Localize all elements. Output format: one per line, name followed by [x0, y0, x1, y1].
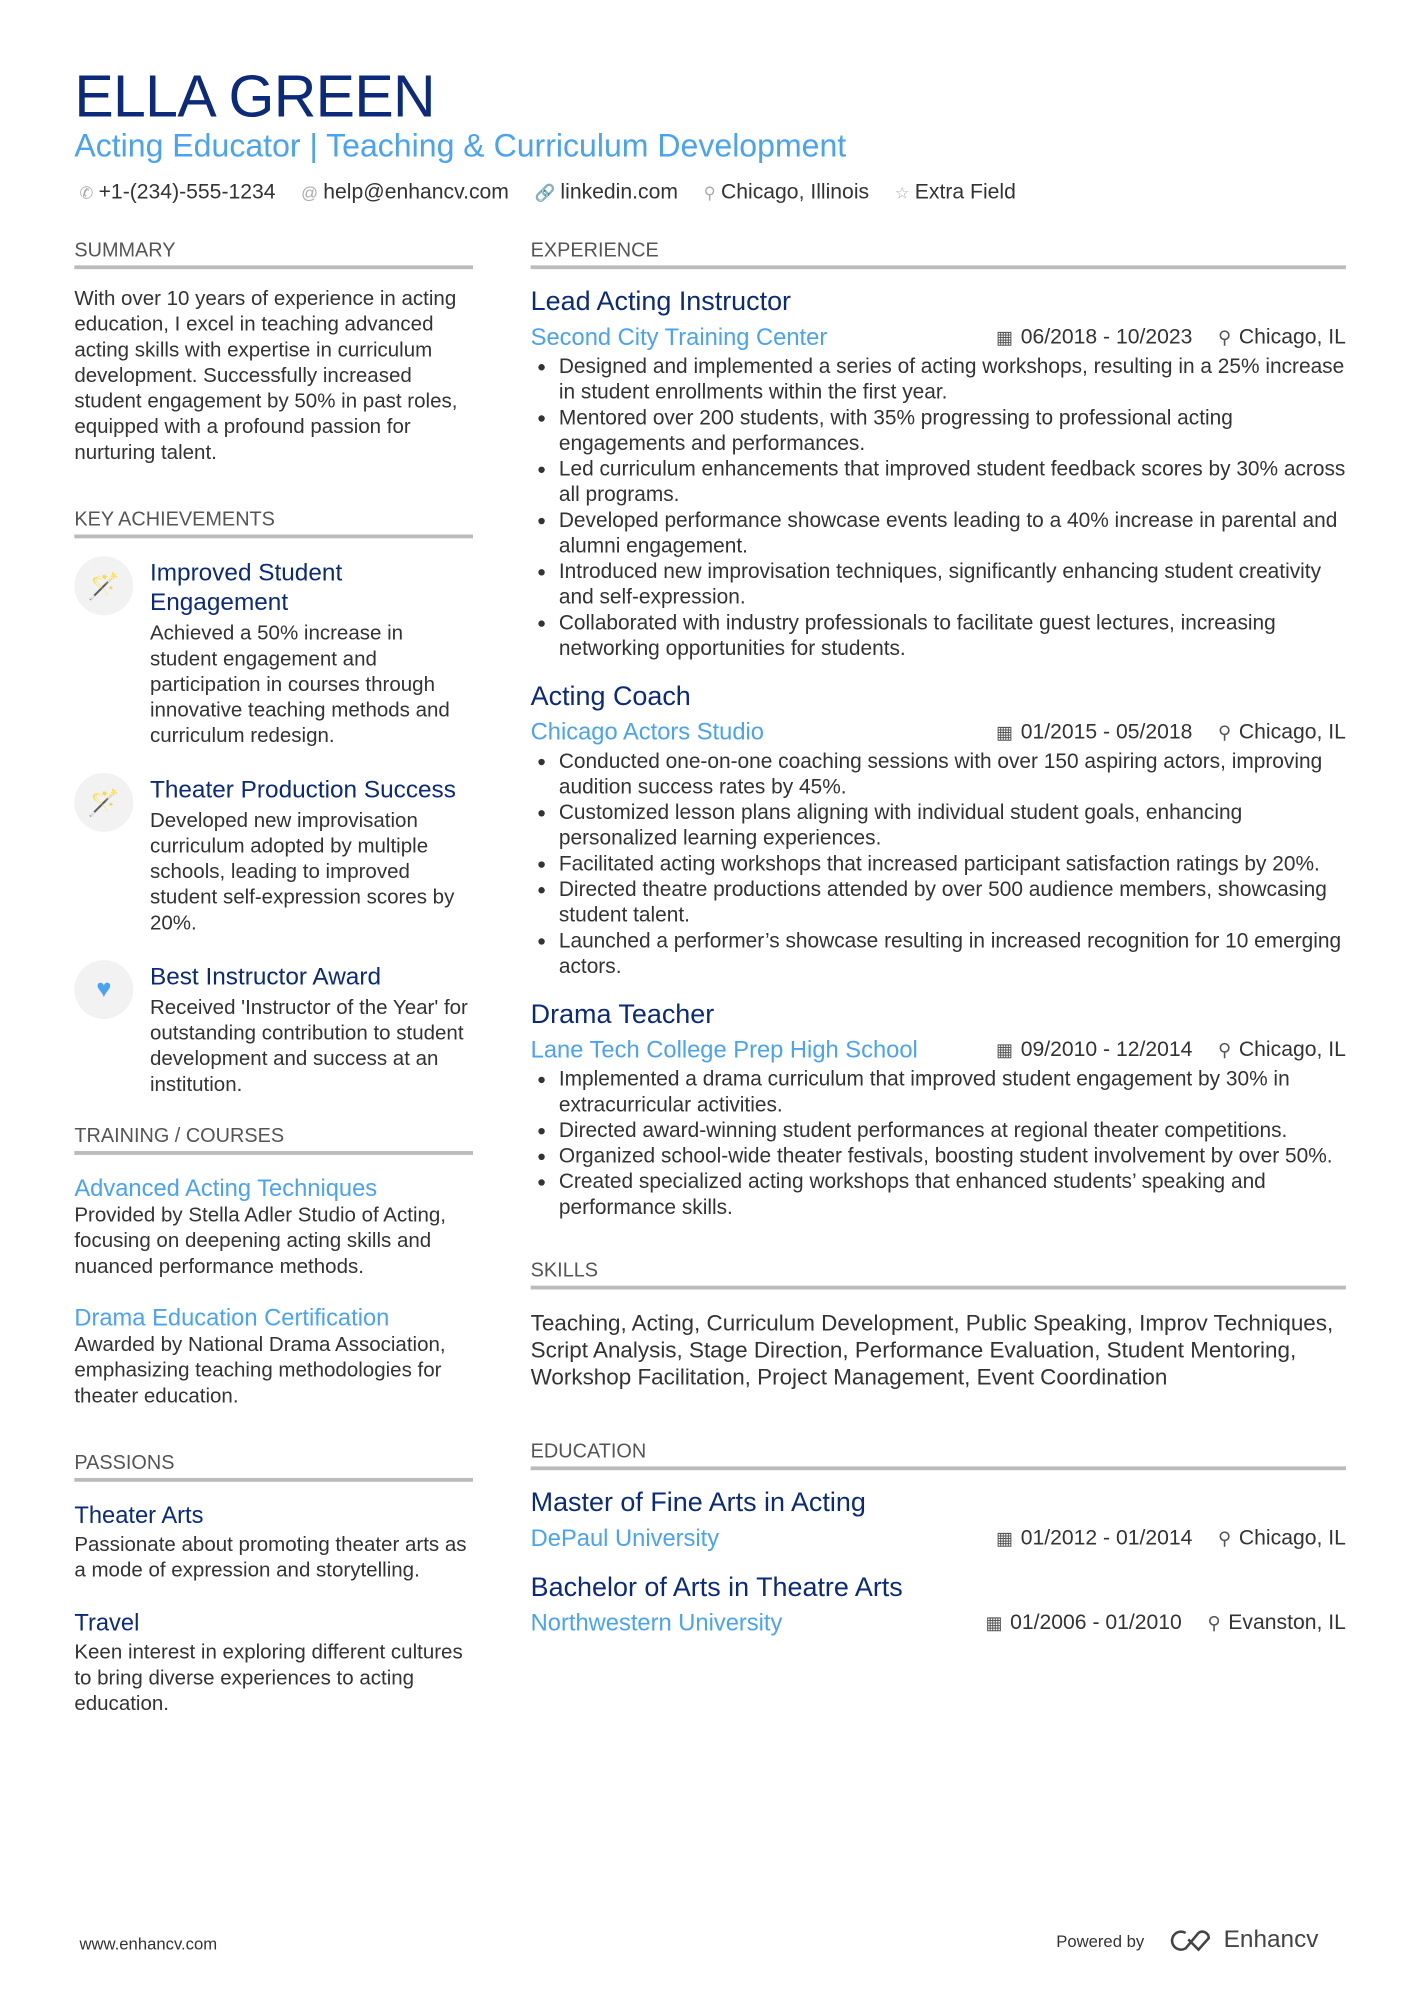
job-entry [531, 285, 1346, 662]
edu-meta-row [531, 1606, 1346, 1639]
contact-item[interactable] [704, 179, 869, 206]
training-title: Drama Education Certification [74, 1303, 390, 1331]
training-heading: TRAINING / COURSES [74, 1124, 473, 1155]
location-pin-icon: ⚲ [1218, 326, 1232, 348]
school-name[interactable]: DePaul University [530, 1524, 720, 1551]
magic-wand-icon: 🪄 [74, 556, 133, 615]
passion-title: Travel [74, 1608, 140, 1636]
contact-bar [79, 179, 1015, 206]
location [1207, 1606, 1345, 1639]
edu-meta-row [531, 1521, 1346, 1554]
achievement-text: Achieved a 50% increase in student engagement and participation in courses through innovative teaching methods and curriculum redesign. [149, 622, 450, 748]
location [1218, 320, 1346, 353]
date-text: 01/2006 - 01/2010 [1010, 1611, 1182, 1635]
contact-text[interactable]: Chicago, Illinois [720, 180, 870, 204]
education-heading: EDUCATION [531, 1439, 1346, 1470]
passion-item [74, 1607, 473, 1717]
calendar-icon: ▦ [996, 721, 1014, 743]
location-icon: ⚲ [703, 183, 716, 203]
summary-text: With over 10 years of experience in acting education, I excel in teaching advanced acting skills with expertise in curriculum development. Successfully increased student engagement by 50% in past roles, equipped with a profound passion for nurturing talent. [74, 288, 458, 465]
passion-text: Passionate about promoting theater arts as a mode of expression and storytelling. [74, 1534, 467, 1582]
bullet: • Conducted one-on-one coaching sessions with over 150 aspiring actors, improving audition success rates by 45%. [559, 749, 1346, 800]
achievement-body [150, 775, 473, 937]
bullet: • Collaborated with industry professionals to facilitate guest lectures, increasing networking opportunities for students. [559, 610, 1346, 661]
link-icon: 🔗 [534, 183, 556, 203]
job-title: Acting Coach [530, 681, 691, 712]
bullet: • Led curriculum enhancements that improved student feedback scores by 30% across all programs. [559, 456, 1346, 507]
date-text: 01/2015 - 05/2018 [1020, 720, 1193, 744]
location-text: Chicago, IL [1238, 1526, 1346, 1550]
location-pin-icon: ⚲ [1218, 721, 1232, 743]
achievements-heading: KEY ACHIEVEMENTS [74, 508, 473, 539]
candidate-name: ELLA GREEN [74, 62, 435, 130]
company-name[interactable]: Chicago Actors Studio [530, 717, 764, 745]
meta [996, 1521, 1346, 1554]
bullet: • Launched a performer’s showcase resulting in increased recognition for 10 emerging actors. [559, 928, 1346, 979]
experience-heading: EXPERIENCE [531, 238, 1346, 269]
training-item [74, 1302, 473, 1410]
location-text: Chicago, IL [1238, 325, 1346, 349]
bullet: • Mentored over 200 students, with 35% progressing to professional acting engagements and performances. [559, 405, 1346, 456]
bullet: • Introduced new improvisation techniques, significantly enhancing student creativity and self-expression. [559, 559, 1346, 610]
skills-heading: SKILLS [531, 1259, 1346, 1290]
brand-name: Enhancv [1223, 1926, 1319, 1954]
contact-text[interactable]: linkedin.com [560, 180, 678, 204]
job-meta-row [531, 1033, 1346, 1066]
achievement-item [74, 963, 473, 1099]
meta [985, 1606, 1345, 1639]
passions-list [74, 1500, 473, 1718]
training-item [74, 1173, 473, 1281]
meta [996, 1033, 1346, 1066]
date-range [985, 1606, 1181, 1639]
bullet: • Created specialized acting workshops that enhanced students’ speaking and performance skills. [559, 1169, 1346, 1220]
location [1218, 1521, 1346, 1554]
location-text: Chicago, IL [1238, 720, 1346, 744]
bullet: • Customized lesson plans aligning with individual student goals, enhancing personalized learning experiences. [559, 800, 1346, 851]
job-entry [531, 679, 1346, 979]
job-title: Lead Acting Instructor [530, 287, 792, 317]
contact-item[interactable] [895, 179, 1016, 206]
achievement-body [150, 963, 473, 1099]
bullet: • Directed theatre productions attended by over 500 audience members, showcasing student talent. [559, 877, 1346, 928]
date-range [996, 320, 1192, 353]
summary-heading: SUMMARY [74, 238, 473, 269]
location-text: Chicago, IL [1238, 1038, 1346, 1062]
achievement-title: Theater Production Success [149, 776, 456, 804]
meta [996, 715, 1346, 748]
phone-icon: ✆ [79, 183, 94, 203]
experience-list [531, 285, 1346, 1221]
achievement-text: Developed new improvisation curriculum adopted by multiple schools, leading to improved student self-expression scores by 20%. [149, 810, 455, 935]
achievement-text: Received 'Instructor of the Year' for outstanding contribution to student development and success at an institution. [149, 997, 468, 1096]
contact-text[interactable]: +1-(234)-555-1234 [98, 180, 276, 204]
training-list [74, 1173, 473, 1410]
degree: Bachelor of Arts in Theatre Arts [530, 1572, 903, 1603]
contact-text[interactable]: Extra Field [914, 180, 1016, 204]
contact-item[interactable] [301, 179, 509, 206]
enhancv-logo-icon [1167, 1928, 1213, 1954]
job-bullets [531, 354, 1346, 662]
job-meta-row [531, 320, 1346, 353]
achievements-list [74, 559, 473, 1099]
bullet: • Designed and implemented a series of acting workshops, resulting in a 25% increase in student enrollments within the first year. [559, 354, 1346, 405]
bullet: • Implemented a drama curriculum that improved student engagement by 30% in extracurricular activities. [559, 1066, 1346, 1117]
school-name[interactable]: Northwestern University [530, 1608, 783, 1636]
meta [996, 320, 1346, 353]
calendar-icon: ▦ [996, 326, 1014, 348]
candidate-title: Acting Educator | Teaching & Curriculum Development [74, 128, 847, 165]
date-text: 06/2018 - 10/2023 [1020, 325, 1193, 349]
job-entry [531, 997, 1346, 1220]
achievement-title: Improved Student Engagement [149, 560, 343, 617]
training-text: Provided by Stella Adler Studio of Acting, focusing on deepening acting skills and nuanced performance methods. [74, 1204, 447, 1278]
degree: Master of Fine Arts in Acting [530, 1488, 866, 1518]
job-meta-row [531, 715, 1346, 748]
job-bullets [531, 749, 1346, 980]
calendar-icon: ▦ [996, 1039, 1014, 1061]
bullet: • Organized school-wide theater festivals, boosting student involvement by over 50%. [559, 1143, 1346, 1169]
bullet: • Facilitated acting workshops that increased participant satisfaction ratings by 20%. [559, 851, 1346, 877]
location-pin-icon: ⚲ [1207, 1612, 1221, 1634]
location-pin-icon: ⚲ [1218, 1039, 1232, 1061]
passion-item [74, 1500, 473, 1585]
enhancv-logo[interactable] [1167, 1927, 1318, 1955]
job-bullets [531, 1066, 1346, 1220]
achievement-title: Best Instructor Award [149, 963, 381, 991]
contact-item[interactable] [535, 179, 678, 206]
passion-title: Theater Arts [74, 1500, 204, 1528]
location-pin-icon: ⚲ [1218, 1527, 1232, 1549]
location [1218, 1033, 1346, 1066]
footer-powered [1056, 1927, 1318, 1955]
date-text: 09/2010 - 12/2014 [1020, 1038, 1193, 1062]
achievement-item [74, 775, 473, 937]
company-name[interactable]: Lane Tech College Prep High School [530, 1035, 918, 1063]
bullet: • Developed performance showcase events leading to a 40% increase in parental and alumni engagement. [559, 508, 1346, 559]
training-text: Awarded by National Drama Association, emphasizing teaching methodologies for theater education. [74, 1334, 446, 1408]
contact-item[interactable] [79, 179, 275, 206]
powered-by-label: Powered by [1056, 1931, 1145, 1951]
footer-website[interactable]: www.enhancv.com [79, 1934, 218, 1954]
contact-text[interactable]: help@enhancv.com [323, 180, 509, 204]
magic-wand-icon: 🪄 [74, 773, 133, 832]
training-title: Advanced Acting Techniques [74, 1174, 378, 1202]
right-column [531, 238, 1346, 1639]
date-range [996, 1521, 1192, 1554]
bullet: • Directed award-winning student performances at regional theater competitions. [559, 1118, 1346, 1144]
achievement-item [74, 559, 473, 750]
calendar-icon: ▦ [985, 1612, 1003, 1634]
education-list [531, 1486, 1346, 1640]
education-entry [531, 1486, 1346, 1555]
date-text: 01/2012 - 01/2014 [1020, 1526, 1193, 1550]
skills-text: Teaching, Acting, Curriculum Development, Public Speaking, Improv Techniques, Script Analysis, Stage Direction, Performance Evaluation, Student Mentoring, Workshop Facilitation, Project Management, Event Coordination [530, 1309, 1334, 1390]
location [1218, 715, 1346, 748]
job-title: Drama Teacher [530, 999, 715, 1030]
company-name[interactable]: Second City Training Center [530, 323, 828, 350]
date-range [996, 1033, 1192, 1066]
at-icon: @ [301, 183, 319, 203]
heart-icon: ♥ [74, 960, 133, 1019]
location-text: Evanston, IL [1228, 1611, 1346, 1635]
education-entry [531, 1570, 1346, 1639]
star-icon: ☆ [894, 183, 910, 203]
calendar-icon: ▦ [996, 1527, 1014, 1549]
left-column [74, 238, 473, 1717]
date-range [996, 715, 1192, 748]
achievement-body [150, 559, 473, 750]
passions-heading: PASSIONS [74, 1451, 473, 1482]
passion-text: Keen interest in exploring different cultures to bring diverse experiences to acting education. [74, 1641, 463, 1716]
